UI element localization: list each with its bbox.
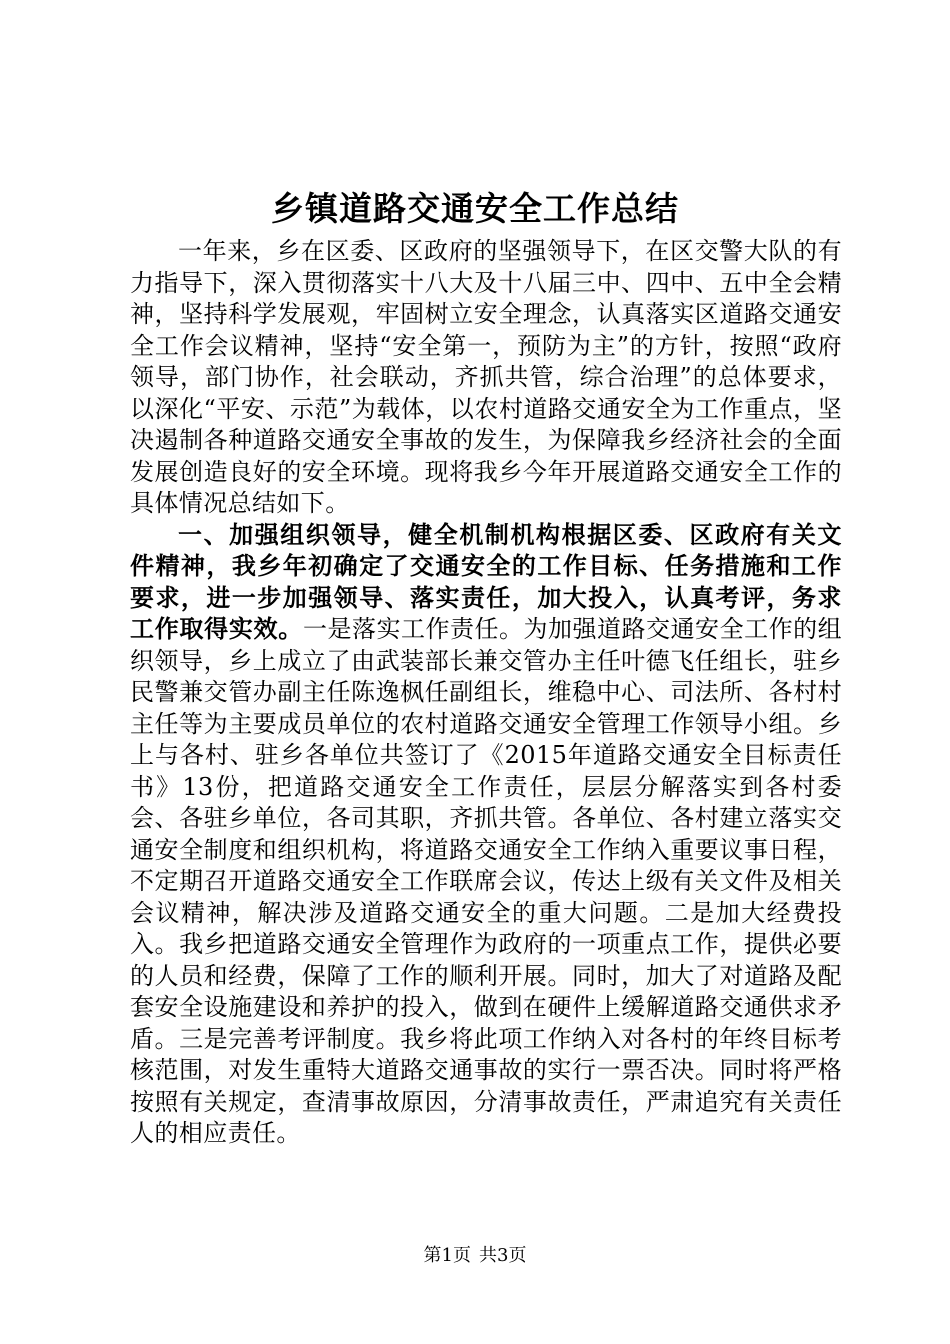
section-1-heading: 一、加强组织领导，健全机制机构根据区委、区政府有关文件精神，我乡年初确定了交通安全的工作目标、任务措施和工作要求，进一步加强领导、落实责任，加大投入，认真考评，务求工作取得实效。 xyxy=(130,520,842,643)
page-footer xyxy=(0,1244,950,1268)
intro-paragraph: 一年来，乡在区委、区政府的坚强领导下，在区交警大队的有力指导下，深入贯彻落实十八大及十八届三中、四中、五中全会精神，坚持科学发展观，牢固树立安全理念，认真落实区道路交通安全工作会议精神，坚持“安全第一，预防为主”的方针，按照“政府领导，部门协作，社会联动，齐抓共管，综合治理”的总体要求，以深化“平安、示范”为载体，以农村道路交通安全为工作重点，坚决遏制各种道路交通安全事故的发生，为保障我乡经济社会的全面发展创造良好的安全环境。现将我乡今年开展道路交通安全工作的具体情况总结如下。 xyxy=(130,237,842,517)
page-total: 共3页 xyxy=(479,1245,527,1266)
page-title: 乡镇道路交通安全工作总结 xyxy=(271,189,679,228)
document-body xyxy=(130,236,842,1150)
section-1-paragraph xyxy=(130,520,842,1150)
section-1-body: 一是落实工作责任。为加强道路交通安全工作的组织领导，乡上成立了由武装部长兼交管办主任叶德飞任组长，驻乡民警兼交管办副主任陈逸枫任副组长，维稳中心、司法所、各村村主任等为主要成员单位的农村道路交通安全管理工作领导小组。乡上与各村、驻乡各单位共签订了《2015年道路交通安全目标责任书》13份，把道路交通安全工作责任，层层分解落实到各村委会、各驻乡单位，各司其职，齐抓共管。各单位、各村建立落实交通安全制度和组织机构，将道路交通安全工作纳入重要议事日程，不定期召开道路交通安全工作联席会议，传达上级有关文件及相关会议精神，解决涉及道路交通安全的重大问题。二是加大经费投入。我乡把道路交通安全管理作为政府的一项重点工作，提供必要的人员和经费，保障了工作的顺利开展。同时，加大了对道路及配套安全设施建设和养护的投入，做到在硬件上缓解道路交通供求矛盾。三是完善考评制度。我乡将此项工作纳入对各村的年终目标考核范围，对发生重特大道路交通事故的实行一票否决。同时将严格按照有关规定，查清事故原因，分清事故责任，严肃追究有关责任人的相应责任。 xyxy=(130,615,842,1147)
page-number: 第1页 xyxy=(423,1245,471,1266)
